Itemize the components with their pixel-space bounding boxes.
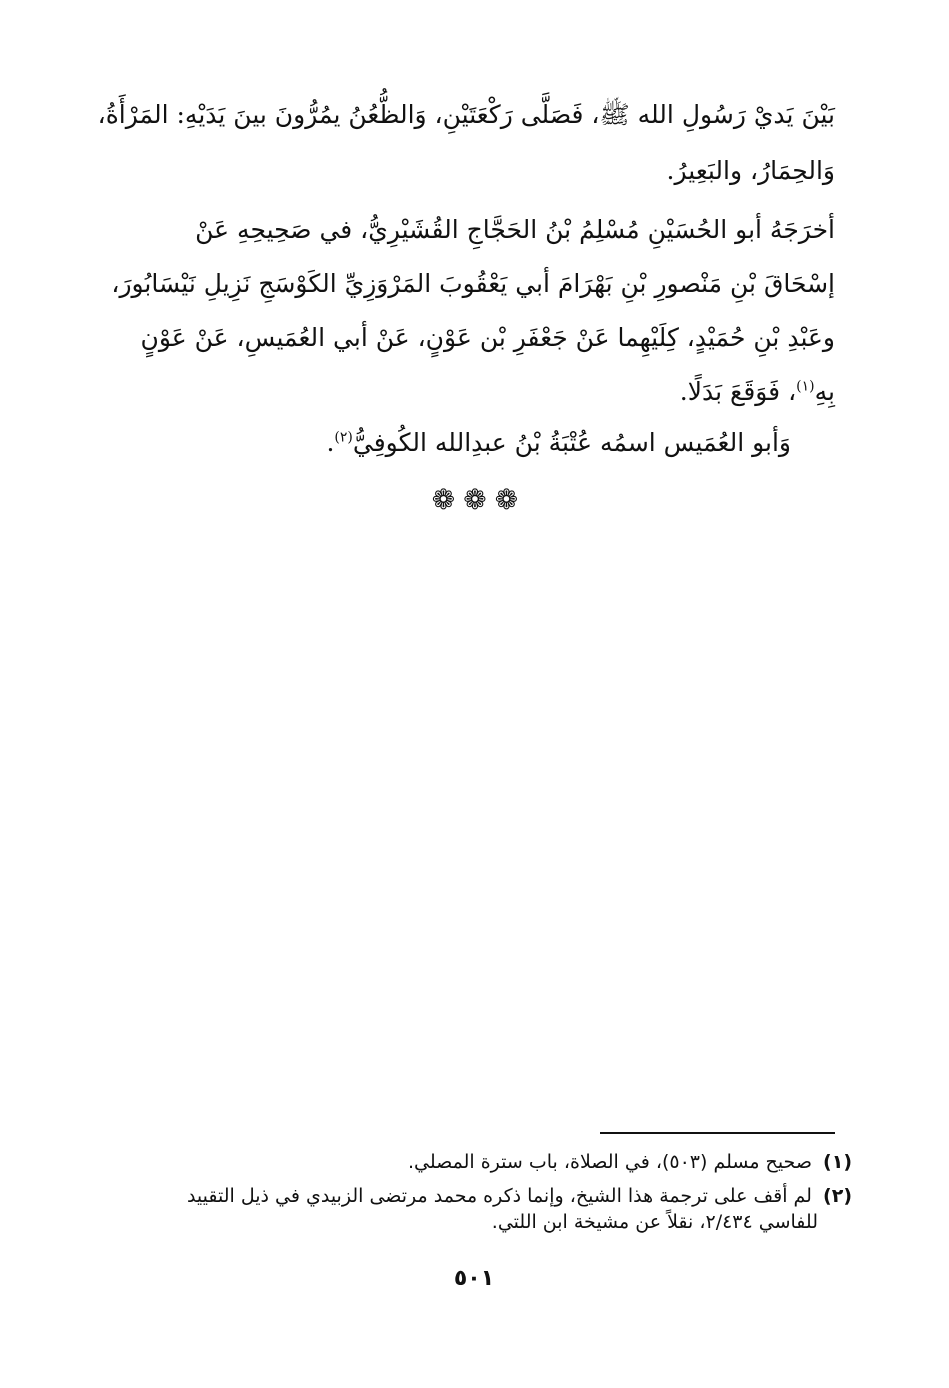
footnote-number: (١) xyxy=(823,1151,852,1173)
text-fragment: . xyxy=(326,428,335,457)
text-line: بَيْنَ يَديْ رَسُولِ الله ﷺ، فَصَلَّى رَكْعَتَيْنِ، وَالظُّعُنُ يمُرُّونَ بينَ يَدَيْهِ: المَرْأَةُ، xyxy=(97,100,835,129)
paragraph-3 xyxy=(100,428,835,458)
footnote-text: لم أقف على ترجمة هذا الشيخ، وإنما ذكره محمد مرتضى الزبيدي في ذيل التقييد xyxy=(186,1185,812,1207)
text-line: وعَبْدِ بْنِ حُمَيْدٍ، كِلَيْهِما عَنْ جَعْفَرِ بْن عَوْنٍ، عَنْ أبي العُمَيسِ، عَنْ عَوْنٍ xyxy=(140,323,835,352)
text-line-with-footnote xyxy=(100,377,835,429)
text-fragment: وَأبو العُمَيس اسمُه عُتْبَةُ بْنُ عبدِالله الكُوفِيُّ xyxy=(352,428,791,457)
text-line: أخرَجَهُ أبو الحُسَيْنِ مُسْلِمُ بْنُ الحَجَّاجِ القُشَيْرِيُّ، في صَحِيحِهِ عَنْ xyxy=(195,215,835,244)
footnote-1 xyxy=(100,1150,852,1176)
section-ornament-icon: ❁❁❁ xyxy=(431,483,527,516)
footnote-divider xyxy=(600,1132,835,1134)
paragraph-1 xyxy=(97,100,835,208)
footnote-text: صحيح مسلم (٥٠٣)، في الصلاة، باب سترة المصلي. xyxy=(407,1151,812,1173)
footnote-ref-2: (٢) xyxy=(334,429,353,446)
page-number: ٥٠١ xyxy=(453,1266,495,1291)
text-line: إسْحَاقَ بْنِ مَنْصورِ بْنِ بَهْرَامَ أبي يَعْقُوبَ المَرْوَزِيِّ الكَوْسَجِ نَزِيلِ نَيْسَابُورَ، xyxy=(111,269,835,298)
footnote-number: (٢) xyxy=(823,1185,852,1207)
paragraph-2 xyxy=(100,215,835,429)
text-fragment: بِهِ xyxy=(814,377,835,406)
text-fragment: ، فَوَقَعَ بَدَلًا. xyxy=(679,377,797,406)
footnote-text-continued: للفاسي ٢/٤٣٤، نقلاً عن مشيخة ابن اللتي. xyxy=(491,1210,818,1233)
footnote-ref-1: (١) xyxy=(796,378,815,395)
text-line-with-footnote xyxy=(100,428,835,458)
footnote-2 xyxy=(100,1184,852,1235)
text-line: وَالحِمَارُ، والبَعِيرُ. xyxy=(666,156,835,185)
